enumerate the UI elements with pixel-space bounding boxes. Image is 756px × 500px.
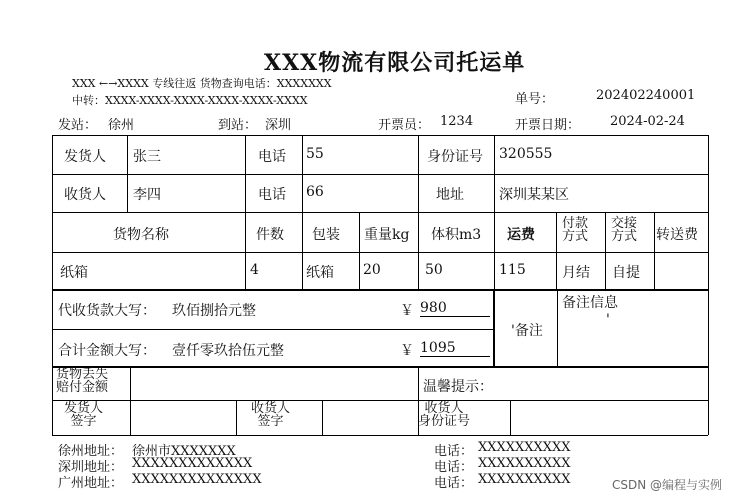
- payment-method-header-line1: 付款: [562, 216, 589, 231]
- payment-method-header: [562, 217, 588, 243]
- receiver-id-label: [418, 402, 470, 428]
- receiver-address-label: 地址: [436, 187, 464, 203]
- loss-compensation-label-line2: 赔付金额: [56, 380, 109, 395]
- goods-volume: 50: [425, 262, 443, 278]
- to-station: 深圳: [265, 118, 292, 133]
- goods-weight: 20: [363, 262, 381, 278]
- receiver-id-label-line2: 身份证号: [418, 414, 471, 429]
- receiver-signature-label: [251, 402, 290, 428]
- sender-signature-label-line2: 签字: [70, 414, 97, 429]
- sender-signature-label-line1: 发货人: [64, 401, 104, 416]
- loss-compensation-label: [56, 368, 108, 394]
- sender-id-label: 身份证号: [427, 149, 483, 165]
- goods-name-header: 货物名称: [113, 227, 169, 243]
- address-value-xuzhou: 徐州市XXXXXXX: [132, 444, 236, 459]
- payment-method-header-line2: 方式: [562, 229, 589, 244]
- cod-amount: 980: [420, 300, 490, 317]
- phone-label-shenzhen: 电话：: [434, 460, 474, 475]
- phone-value-guangzhou: XXXXXXXXXX: [478, 472, 571, 487]
- sender-id: 320555: [499, 146, 553, 162]
- address-label-guangzhou: 广州地址：: [58, 476, 124, 491]
- total-yen-sign: ￥: [400, 343, 414, 359]
- sender-phone-label: 电话: [258, 149, 286, 165]
- issuer-label: 开票员：: [378, 118, 431, 133]
- cod-amount-words: 玖佰捌拾元整: [172, 303, 256, 319]
- remarks-header: 备注信息: [562, 295, 618, 311]
- transfer-line: 中转：XXXX-XXXX-XXXX-XXXX-XXXX-XXXX: [72, 94, 308, 107]
- receiver-signature-label-line2: 签字: [257, 414, 284, 429]
- issuer: 1234: [440, 114, 474, 129]
- remarks-side-label: '备注: [511, 323, 543, 339]
- cod-label: 代收货款大写：: [58, 303, 156, 319]
- receiver-id-label-line1: 收货人: [424, 401, 464, 416]
- receiver-signature-label-line1: 收货人: [251, 401, 291, 416]
- loss-compensation-label-line1: 货物丢失: [56, 367, 109, 382]
- receiver-name: 李四: [133, 187, 161, 203]
- total-amount-words: 壹仟零玖拾伍元整: [172, 343, 284, 359]
- phone-label-guangzhou: 电话：: [434, 476, 474, 491]
- order-no-label: 单号：: [515, 92, 555, 107]
- receiver-label: 收货人: [64, 187, 106, 203]
- issue-date: 2024-02-24: [610, 114, 685, 129]
- goods-packaging: 纸箱: [306, 265, 334, 281]
- watermark: CSDN @编程与实例: [612, 478, 723, 492]
- from-station-label: 发站：: [58, 118, 98, 133]
- document-title: XXX物流有限公司托运单: [264, 50, 526, 76]
- sender-label: 发货人: [64, 149, 106, 165]
- receiver-phone: 66: [306, 184, 324, 200]
- goods-name: 纸箱: [60, 265, 88, 281]
- count-header: 件数: [256, 227, 284, 243]
- address-value-guangzhou: XXXXXXXXXXXXXX: [132, 472, 262, 487]
- volume-header: 体积m3: [431, 227, 482, 243]
- total-amount: 1095: [420, 340, 490, 357]
- remarks-mark: ': [606, 312, 610, 328]
- weight-header: 重量kg: [364, 227, 410, 243]
- receiver-phone-label: 电话: [258, 187, 286, 203]
- to-station-label: 到站：: [218, 118, 258, 133]
- sender-signature-label: [64, 402, 103, 428]
- order-no: 202402240001: [596, 88, 696, 103]
- address-label-shenzhen: 深圳地址：: [58, 460, 124, 475]
- transfer-fee-header: 转送费: [656, 227, 698, 243]
- packaging-header: 包装: [312, 227, 340, 243]
- goods-freight: 115: [499, 262, 526, 278]
- sender-phone: 55: [306, 146, 324, 162]
- warm-tip-label: 温馨提示：: [423, 379, 493, 395]
- goods-payment-method: 月结: [562, 265, 590, 281]
- freight-header: 运费: [507, 227, 535, 243]
- phone-value-shenzhen: XXXXXXXXXX: [478, 456, 571, 471]
- issue-date-label: 开票日期：: [515, 118, 581, 133]
- address-value-shenzhen: XXXXXXXXXXXXX: [132, 456, 253, 471]
- route-info-line: XXX ←→XXXX 专线往返 货物查询电话：XXXXXXX: [72, 77, 332, 90]
- address-label-xuzhou: 徐州地址：: [58, 444, 124, 459]
- goods-count: 4: [250, 262, 259, 278]
- sender-name: 张三: [133, 149, 161, 165]
- cod-yen-sign: ￥: [400, 303, 414, 319]
- from-station: 徐州: [108, 118, 135, 133]
- phone-label-xuzhou: 电话：: [434, 444, 474, 459]
- goods-handover-method: 自提: [612, 265, 640, 281]
- handover-method-header: [611, 217, 637, 243]
- handover-method-header-line2: 方式: [611, 229, 638, 244]
- receiver-address: 深圳某某区: [499, 187, 569, 203]
- phone-value-xuzhou: XXXXXXXXXX: [478, 440, 571, 455]
- handover-method-header-line1: 交接: [611, 216, 638, 231]
- total-label: 合计金额大写：: [58, 343, 156, 359]
